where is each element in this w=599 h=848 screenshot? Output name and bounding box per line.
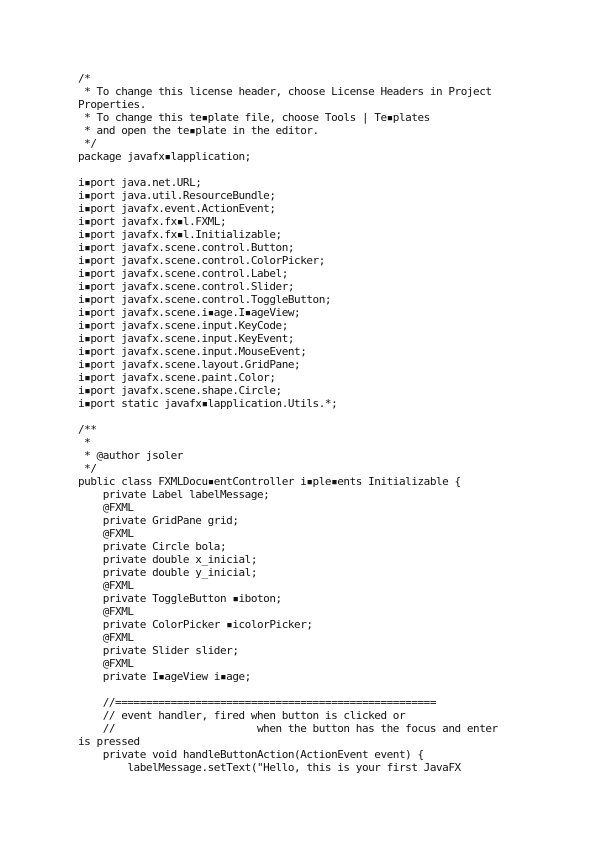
code-line: package javafx▪lapplication; <box>78 150 251 163</box>
code-line: i▪port javafx.scene.input.KeyCode; <box>78 319 288 332</box>
code-line: i▪port javafx.scene.control.Label; <box>78 267 288 280</box>
code-line: @FXML <box>78 657 134 670</box>
code-line: // when the button has the focus and enter <box>78 722 498 735</box>
code-line: private ColorPicker ▪icolorPicker; <box>78 618 313 631</box>
code-line: * To change this license header, choose License Headers in Project <box>78 85 492 98</box>
code-line: * @author jsoler <box>78 449 183 462</box>
source-code-listing <box>78 72 523 774</box>
code-line: i▪port javafx.scene.input.KeyEvent; <box>78 332 295 345</box>
code-line: i▪port static javafx▪lapplication.Utils.*; <box>78 397 338 410</box>
code-line: Properties. <box>78 98 146 111</box>
code-line: */ <box>78 462 97 475</box>
code-line: @FXML <box>78 605 134 618</box>
code-line: private ToggleButton ▪iboton; <box>78 592 282 605</box>
code-line: i▪port javafx.scene.shape.Circle; <box>78 384 282 397</box>
code-line: private double y_inicial; <box>78 566 258 579</box>
code-line: private void handleButtonAction(ActionEvent event) { <box>78 748 424 761</box>
code-line: private GridPane grid; <box>78 514 239 527</box>
code-line: private I▪ageView i▪age; <box>78 670 251 683</box>
code-line: labelMessage.setText("Hello, this is your first JavaFX <box>78 761 461 774</box>
code-line: i▪port javafx.scene.control.Button; <box>78 241 295 254</box>
code-line: @FXML <box>78 501 134 514</box>
code-line: public class FXMLDocu▪entController i▪ple▪ents Initializable { <box>78 475 461 488</box>
code-line: // event handler, fired when button is clicked or <box>78 709 406 722</box>
code-line: * To change this te▪plate file, choose Tools | Te▪plates <box>78 111 430 124</box>
code-line: private Label labelMessage; <box>78 488 270 501</box>
code-line: i▪port javafx.scene.control.ColorPicker; <box>78 254 325 267</box>
code-line: * and open the te▪plate in the editor. <box>78 124 319 137</box>
code-line: i▪port javafx.scene.i▪age.I▪ageView; <box>78 306 301 319</box>
code-line: is pressed <box>78 735 140 748</box>
code-line: i▪port javafx.scene.control.Slider; <box>78 280 295 293</box>
code-line: * <box>78 436 91 449</box>
code-line <box>78 410 523 423</box>
code-line: i▪port javafx.scene.layout.GridPane; <box>78 358 301 371</box>
code-line <box>78 683 523 696</box>
code-line: @FXML <box>78 527 134 540</box>
code-line: i▪port java.util.ResourceBundle; <box>78 189 276 202</box>
code-line: i▪port javafx.event.ActionEvent; <box>78 202 276 215</box>
code-line: @FXML <box>78 631 134 644</box>
code-line: i▪port java.net.URL; <box>78 176 202 189</box>
code-line: i▪port javafx.scene.control.ToggleButton; <box>78 293 332 306</box>
code-line: /* <box>78 72 91 85</box>
code-line: private Circle bola; <box>78 540 227 553</box>
code-line: //==================================================== <box>78 696 437 709</box>
code-line: @FXML <box>78 579 134 592</box>
code-line: private double x_inicial; <box>78 553 258 566</box>
code-line: i▪port javafx.scene.input.MouseEvent; <box>78 345 307 358</box>
code-line: private Slider slider; <box>78 644 239 657</box>
code-line: i▪port javafx.fx▪l.FXML; <box>78 215 227 228</box>
code-line <box>78 163 523 176</box>
code-line: */ <box>78 137 97 150</box>
code-line: i▪port javafx.scene.paint.Color; <box>78 371 276 384</box>
code-line: i▪port javafx.fx▪l.Initializable; <box>78 228 282 241</box>
code-line: /** <box>78 423 97 436</box>
